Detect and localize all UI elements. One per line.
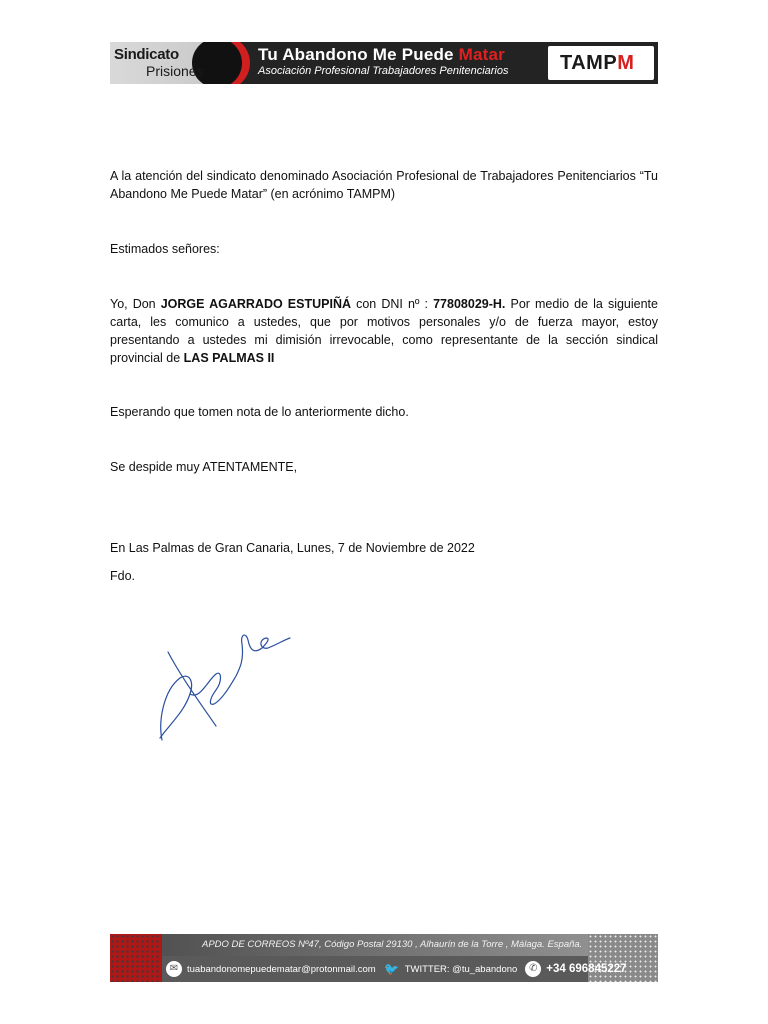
footer-banner	[110, 934, 658, 982]
addressee-paragraph: A la atención del sindicato denominado Asociación Profesional de Trabajadores Penitenciarios “Tu Abandono Me Puede Matar” (en acrónimo TAMPM)	[110, 169, 658, 201]
footer-phone[interactable]: +34 696845227	[546, 963, 627, 975]
banner-subtitle: Asociación Profesional Trabajadores Penitenciarios	[258, 65, 509, 77]
closing-line-1: Esperando que tomen nota de lo anteriormente dicho.	[110, 405, 409, 419]
signer-name: JORGE AGARRADO ESTUPIÑÁ	[160, 297, 351, 311]
envelope-icon: ✉	[166, 961, 182, 977]
logo-line-1: Sindicato	[114, 46, 179, 63]
phone-icon: ✆	[525, 961, 541, 977]
body-text-2: con DNI nº :	[351, 297, 434, 311]
banner-title-accent: Matar	[458, 45, 505, 64]
signature-label: Fdo.	[110, 569, 136, 583]
place-date: En Las Palmas de Gran Canaria, Lunes, 7 de Noviembre de 2022	[110, 541, 475, 555]
body-paragraph	[110, 295, 658, 367]
footer-contacts	[166, 959, 627, 979]
tampm-logo-main: TAMP	[560, 52, 618, 74]
greeting: Estimados señores:	[110, 242, 220, 256]
logo-line-2: Prisiones	[146, 63, 204, 79]
handwritten-signature	[150, 620, 300, 750]
twitter-bird-icon: 🐦	[384, 962, 400, 976]
banner-title-main: Tu Abandono Me Puede	[258, 45, 459, 64]
footer-red-pattern	[110, 934, 162, 982]
dni-number: 77808029-H.	[433, 297, 506, 311]
body-text-3: Por medio de la siguiente carta, les comunico a ustedes, que por motivos personales y/o de fuerza mayor, estoy presentando a ustedes mi dimisión irrevocable, como representante de la sección sindical provincial de	[110, 297, 658, 365]
closing-line-2: Se despide muy ATENTAMENTE,	[110, 460, 298, 474]
section-name: LAS PALMAS II	[183, 351, 275, 365]
footer-address: APDO DE CORREOS Nº47, Código Postal 29130 , Alhaurín de la Torre , Málaga. España.	[202, 939, 583, 950]
sindicato-prisiones-logo	[110, 42, 238, 84]
header-banner	[110, 42, 658, 84]
footer-twitter[interactable]: TWITTER: @tu_abandono	[404, 963, 518, 975]
body-text-1: Yo, Don	[110, 297, 161, 311]
banner-title	[258, 45, 505, 65]
footer-email[interactable]: tuabandonomepuedematar@protonmail.com	[187, 963, 376, 975]
tampm-logo	[548, 46, 654, 80]
tampm-logo-accent: M	[617, 52, 635, 74]
